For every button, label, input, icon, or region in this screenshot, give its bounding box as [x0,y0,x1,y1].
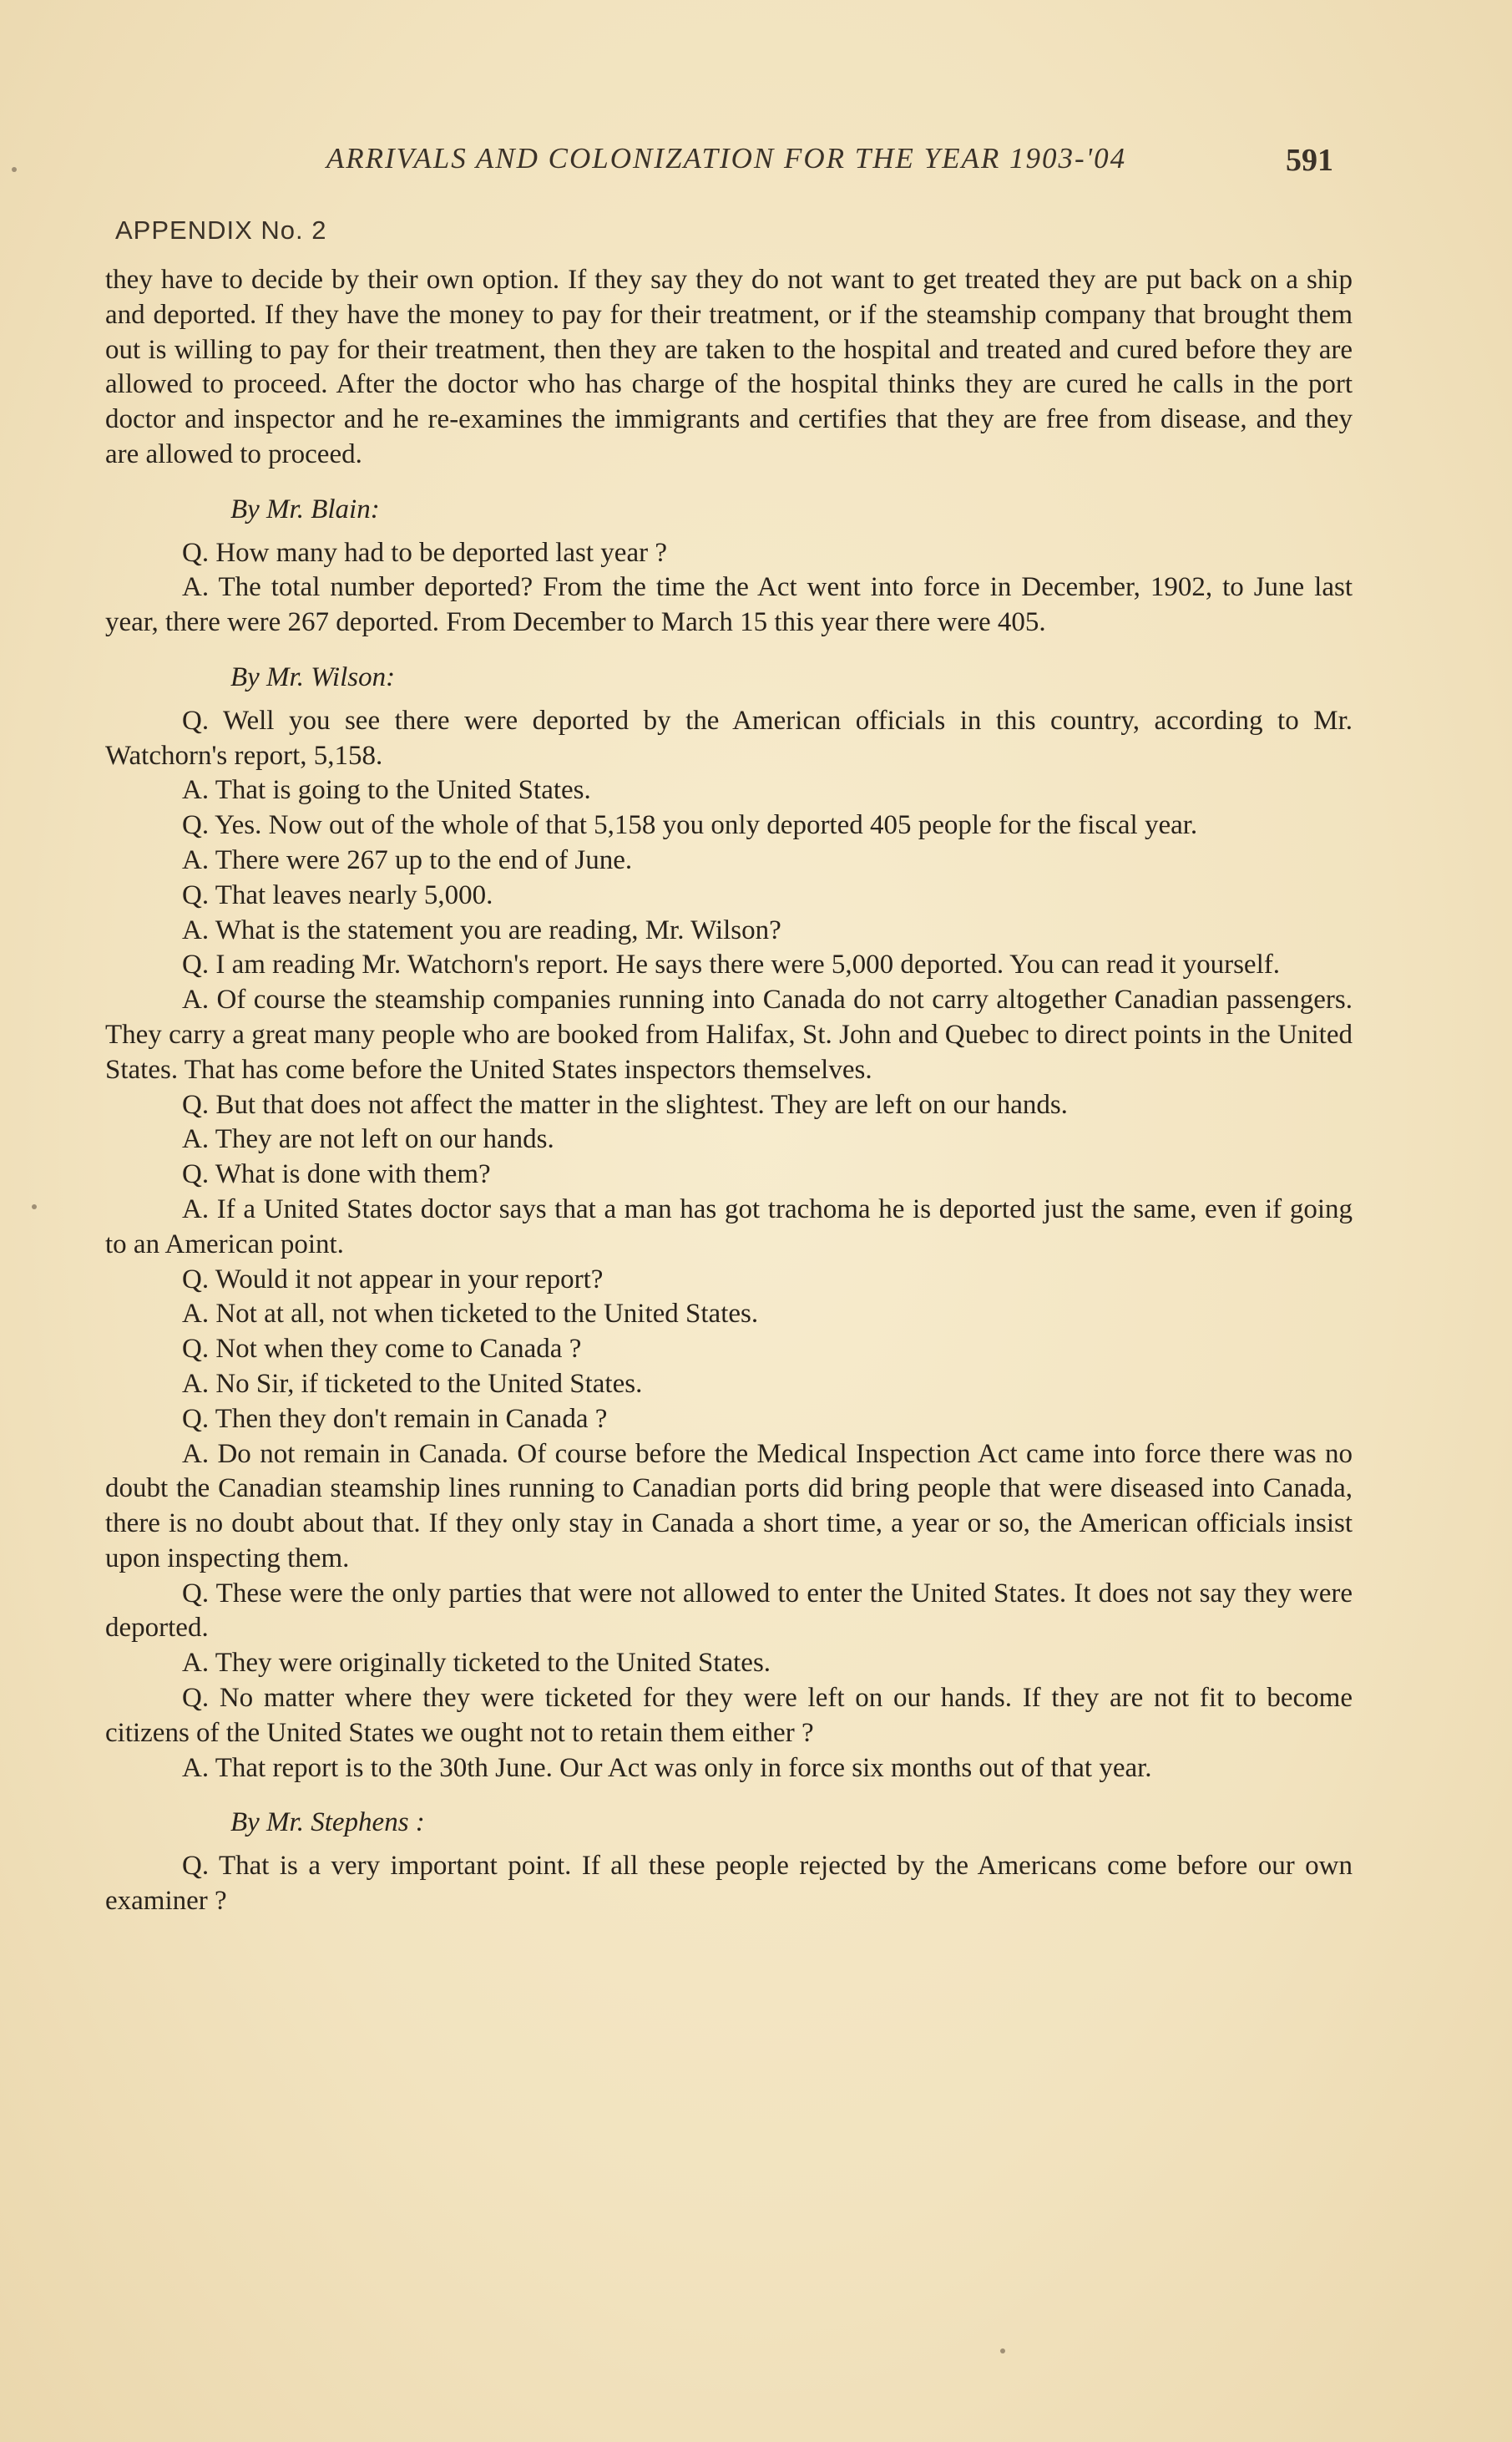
qa-line: A. There were 267 up to the end of June. [182,844,633,875]
appendix-label: APPENDIX No. 2 [115,215,327,245]
paper-speck [12,167,17,172]
qa-line: A. Do not remain in Canada. Of course before the Medical Inspection Act came into force there was no doubt the Canadian steamship lines running to Canadian ports did bring people that were diseased into Canada, there is no doubt about that. If they only stay in Canada a short time, a year or so, the American officials insist upon inspecting them. [105,1438,1353,1573]
qa-line: Q. Then they don't remain in Canada ? [182,1403,608,1434]
qa-line: Q. That leaves nearly 5,000. [182,879,493,910]
qa-line: A. That is going to the United States. [182,775,591,806]
speaker-heading-wilson: By Mr. Wilson: [230,661,396,692]
paper-speck [32,1204,37,1209]
paragraph-continuation: they have to decide by their own option. If they say they do not want to get treated they are put back on a ship and deported. If they have the money to pay for their treatment, or if the steamship company that brought them out is willing to pay for their treatment, then they are taken to the hospital and treated and cured before they are allowed to proceed. After the doctor who has charge of the hospital thinks they are cured he calls in the port doctor and inspector and he re-examines the immigrants and certifies that they are free from disease, and they are allowed to proceed. [105,265,1353,469]
qa-line: A. Not at all, not when ticketed to the United States. [182,1299,759,1330]
qa-line: A. Of course the steamship companies running into Canada do not carry altogether Canadian passengers. They carry a great many people who are booked from Halifax, St. John and Quebec to direct points in the United States. That has come before the United States inspectors themselves. [105,985,1353,1085]
qa-line: Q. No matter where they were ticketed for they were left on our hands. If they are not fit to become citizens of the United States we ought not to retain them either ? [105,1683,1353,1748]
qa-line: Q. What is done with them? [182,1159,491,1190]
qa-line: Q. Well you see there were deported by the American officials in this country, according to Mr. Watchorn's report, 5,158. [105,705,1353,771]
body-text [105,263,1353,1919]
qa-line: A. They are not left on our hands. [182,1124,554,1155]
qa-line: Q. Not when they come to Canada ? [182,1334,582,1365]
qa-line: A. No Sir, if ticketed to the United States. [182,1368,643,1399]
qa-line: A. They were originally ticketed to the United States. [182,1648,771,1679]
qa-line: Q. How many had to be deported last year ? [182,537,667,568]
page-number: 591 [1286,143,1333,178]
qa-line: Q. I am reading Mr. Watchorn's report. He says there were 5,000 deported. You can read it yourself. [182,950,1280,980]
speaker-heading-stephens: By Mr. Stephens : [230,1807,425,1838]
running-head: ARRIVALS AND COLONIZATION FOR THE YEAR 1903-'04 [326,142,1127,175]
qa-line: Q. But that does not affect the matter in the slightest. They are left on our hands. [182,1089,1068,1120]
qa-line: A. What is the statement you are reading, Mr. Wilson? [182,914,781,945]
qa-line: Q. Yes. Now out of the whole of that 5,158 you only deported 405 people for the fiscal year. [182,810,1198,841]
qa-line: Q. That is a very important point. If all these people rejected by the Americans come before our own examiner ? [105,1851,1353,1917]
qa-line: A. The total number deported? From the time the Act went into force in December, 1902, to June last year, there were 267 deported. From December to March 15 this year there were 405. [105,572,1353,638]
paper-speck [1000,2348,1005,2353]
qa-line: A. If a United States doctor says that a man has got trachoma he is deported just the same, even if going to an American point. [105,1193,1353,1259]
qa-line: A. That report is to the 30th June. Our Act was only in force six months out of that year. [182,1752,1152,1783]
qa-line: Q. These were the only parties that were not allowed to enter the United States. It does not say they were deported. [105,1578,1353,1644]
qa-line: Q. Would it not appear in your report? [182,1264,604,1294]
speaker-heading-blain: By Mr. Blain: [230,494,380,524]
